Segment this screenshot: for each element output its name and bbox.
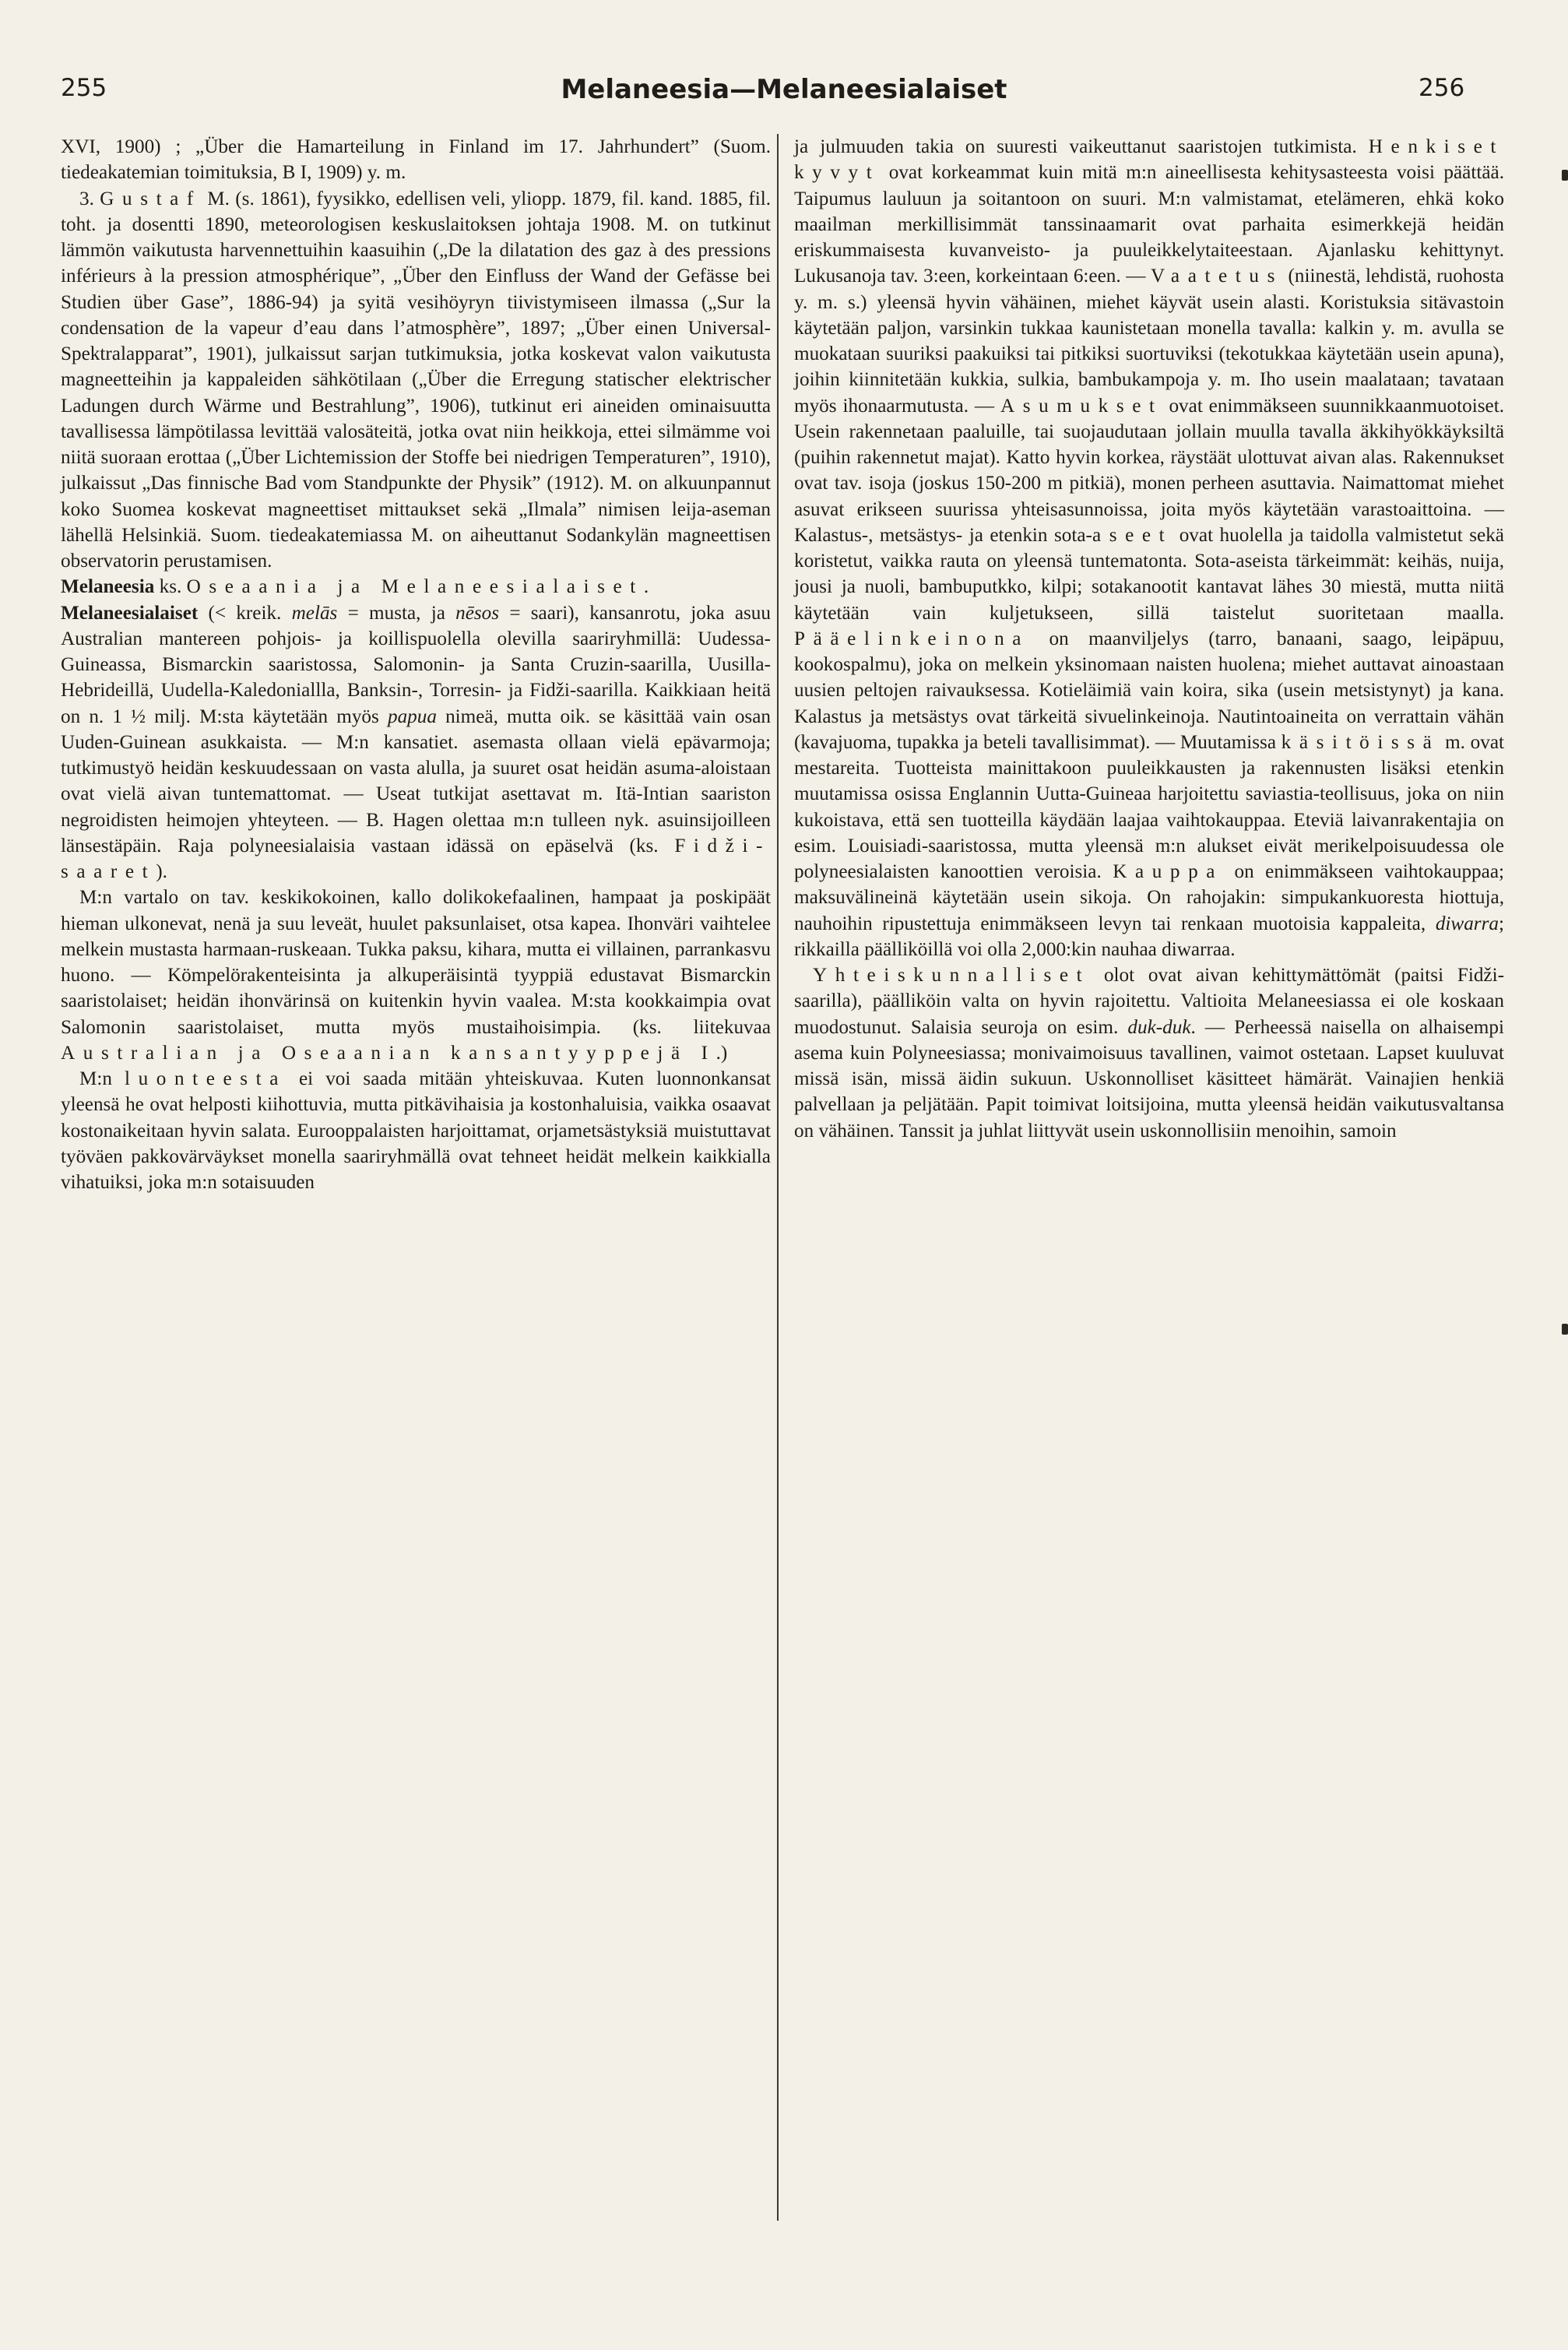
paragraph: Yhteiskunnalliset olot ovat aivan kehittymättömät (paitsi Fidži-saarilla), päälliköin valta on hyvin rajoitettu. Valtioita Melaneesiassa ei ole koskaan muodostunut. Salaisia seuroja on esim. duk-duk. — Perheessä naisella on alhaisempi asema kuin Polyneesiassa; monivaimoisuus tavallinen, vaimot ostetaan. Lapset kuuluvat missä isän, missä äidin sukuun. Uskonnolliset käsitteet hämärät. Vainajien henkiä palvellaan ja peljätään. Papit toimivat loitsijoina, mutta yleensä heidän vaikutusvaltansa on vähäinen. Tanssit ja juhlat liittyvät usein uskonnollisiin menoihin, samoin (794, 965, 1504, 1142)
paragraph: 3. Gustaf M. (s. 1861), fyysikko, edellisen veli, yliopp. 1879, fil. kand. 1885, fil. toht. ja dosentti 1890, meteorologisen keskuslaitoksen johtaja 1908. M. on tutkinut lämmön vaikutusta harvennettuihin kaasuihin („De la dilatation des gaz à des pressions inférieurs à la pression atmosphérique”, „Über den Einfluss der Wand der Gefässe bei Studien über Gase”, 1886-94) ja syitä vesihöyryn tiivistymiseen ilmassa („Sur la condensation de la vapeur d’eau dans l’atmosphère”, 1897; „Über einen Universal-Spektralapparat”, 1901), julkaissut sarjan tutkimuksia, jotka koskevat valon vaikutusta magneetteihin ja kappaleiden sähkötilaan („Über die Erregung statischer elektrischer Ladungen durch Wärme und Bestrahlung”, 1906), tutkinut eri aineiden ominaisuutta tavallisessa lämpötilassa levittää valosäteitä, jotka ovat niin heikkoja, ettei silmämme voi niitä suoraan erottaa („Über Lichtemission der Stoffe bei niedrigen Temperaturen”, 1910), julkaissut „Das finnische Bad vom Standpunkte der Physik” (1912). M. on alkuunpannut koko Suomea koskevat magneettiset mittaukset sekä „Ilmala” nimisen leija-aseman lähellä Helsinkiä. Suom. tiedeakatemiassa M. on aiheuttanut Sodankylän magneettisen observatorin perustamisen. (61, 188, 771, 572)
entry-headword: Melaneesia (61, 576, 155, 598)
column-divider (777, 134, 779, 2221)
cross-reference: Fidži-saaret (61, 835, 771, 882)
scan-artifact-mark (1562, 1324, 1568, 1335)
paragraph: XVI, 1900) ; „Über die Hamarteilung in Finland im 17. Jahrhundert” (Suom. tiedeakatemian toimituksia, B I, 1909) y. m. (61, 136, 771, 184)
scan-artifact-mark (1562, 170, 1568, 181)
entry-headword: Melaneesialaiset (61, 602, 199, 624)
person-name: Gustaf (100, 188, 202, 209)
entry-melaneesia: Melaneesia ks. Oseaania ja Melaneesialaiset. (61, 576, 649, 598)
cross-reference: Australian ja Oseaanian kansantyyppejä I (61, 1042, 716, 1064)
left-column (61, 134, 771, 1195)
page-header (0, 74, 1568, 128)
page-number-right: 256 (1419, 74, 1465, 102)
paragraph: M:n vartalo on tav. keskikokoinen, kallo dolikokefaalinen, hampaat ja poskipäät hieman ulkonevat, nenä ja suu leveät, huulet paksunlaiset, otsa kapea. Ihonväri vaihtelee melkein mustasta harmaan-ruskeaan. Tukka paksu, kihara, mutta ei villainen, parrankasvu huono. — Kömpelörakenteisinta ja alkuperäisintä tyyppiä edustavat Bismarckin saaristolaiset; heidän ihonvärinsä on kuitenkin hyvin vaalea. M:sta kookkaimpia ovat Salomonin saaristolaiset, mutta myös mustaihoisimpia. (ks. liitekuvaa Australian ja Oseaanian kansantyyppejä I.) (61, 887, 771, 1064)
paragraph: ja julmuuden takia on suuresti vaikeuttanut saaristojen tutkimista. Henkiset kyvyt ovat korkeammat kuin mitä m:n aineellisesta kehitysasteesta voisi päättää. Taipumus lauluun ja soitantoon on suuri. M:n valmistamat, etelämeren, ehkä koko maailman merkillisimmät tanssinaamarit ovat parhaita esimerkkejä heidän eriskummaisesta kuvanveisto- ja puuleikkelytaiteestaan. Ajanlasku kehittynyt. Lukusanoja tav. 3:een, korkeintaan 6:een. — Vaatetus (niinestä, lehdistä, ruohosta y. m. s.) yleensä hyvin vähäinen, miehet käyvät usein alasti. Koristuksia sitävastoin käytetään paljon, varsinkin tukkaa kaunistetaan monella tavalla: kalkin y. m. avulla se muokataan suuriksi paakuiksi tai pitkiksi suortuviksi (tekotukkaa käytetään usein apuna), joihin kiinnitetään kukkia, sulkia, bambukampoja y. m. Iho usein maalataan; tavataan myös ihonaarmutusta. — Asumukset ovat enimmäkseen suunnikkaanmuotoiset. Usein rakennetaan paaluille, tai suojaudutaan jollain muulla tavalla äkkihyökkäyksiltä (puihin rakennetut majat). Katto hyvin korkea, räystäät ulottuvat aivan alas. Rakennukset ovat tav. isoja (joskus 150-200 m pitkiä), monen perheen asuttavia. Naimattomat miehet asuvat erikseen suurissa yhteisasunnoissa, joita myös käytetään varastoaittoina. — Kalastus-, metsästys- ja etenkin sota-aseet ovat huolella ja taidolla valmistetut sekä koristetut, vaikka rauta on yleensä tuntematonta. Sota-aseista tärkeimmät: keihäs, nuija, jousi ja nuoli, bambuputkko, kilpi; sotakanootit kantavat lähes 30 miestä, mutta niitä käytetään vain kuljetukseen, sillä taistelut suoritetaan maalla. Pääelinkeinona on maanviljelys (tarro, banaani, saago, leipäpuu, kookospalmu), joka on melkein yksinomaan naisten huolena; miehet auttavat ainoastaan uusien peltojen raivauksessa. Kotieläimiä vain koira, sika (usein metsistynyt) ja kana. Kalastus ja metsästys ovat tärkeitä sivuelinkeinoja. Nautintoaineita on verrattain vähän (kavajuoma, tupakka ja beteli tavallisimmat). — Muutamissa käsitöissä m. ovat mestareita. Tuotteista mainittakoon puuleikkausten ja rakennusten lisäksi etenkin muutamissa osissa Englannin Uutta-Guineaa harjoitettu saviastia-teollisuus, joka on niin kukoistava, että sen tuotteilla käydään laajaa vaihtokauppaa. Eteviä laivanrakentajia on esim. Louisiadi-saaristossa, mutta yleensä m:n alukset eivät merikelpoisuudessa ole polyneesialaisten kanoottien veroisia. Kauppa on enimmäkseen vaihtokauppaa; maksuvälineinä käytetään usein sikoja. On rahojakin: simpukankuoresta hiottuja, nauhoihin ripustettuja enimmäkseen levyn tai renkaan muotoisia kappaleita, diwarra; rikkailla päälliköillä voi olla 2,000:kin nauhaa diwarraa. (794, 136, 1504, 960)
right-column (794, 134, 1504, 1144)
page-number-left: 255 (61, 74, 107, 102)
running-title: Melaneesia—Melaneesialaiset (561, 74, 1007, 105)
cross-reference: Oseaania ja Melaneesialaiset (186, 576, 644, 598)
paragraph: M:n luonteesta ei voi saada mitään yhteiskuvaa. Kuten luonnonkansat yleensä he ovat helposti kiihottuvia, mutta pitkävihaisia ja kostonhaluisia, vaikka osaavat kostonaikeitaan hyvin salata. Eurooppalaisten harjoittamat, orjametsästyksiä muistuttavat työväen pakkovärväykset monella saariryhmällä ovat tehneet heidät melkein kaikkialla vihatuiksi, joka m:n sotaisuuden (61, 1068, 771, 1193)
entry-melaneesialaiset: Melaneesialaiset (< kreik. melās = musta, ja nēsos = saari), kansanrotu, joka asuu Australian mantereen pohjois- ja koillispuolella olevilla saariryhmillä: Uudessa-Guineassa, Bismarckin saaristossa, Salomonin- ja Santa Cruzin-saarilla, Uusilla-Hebrideillä, Uudella-Kaledoniallla, Banksin-, Torresin- ja Fidži-saarilla. Kaikkiaan heitä on n. 1 ½ milj. M:sta käytetään myös papua nimeä, mutta oik. se käsittää vain osan Uuden-Guinean asukkaista. — M:n kansatiet. asemasta ollaan vielä epävarmoja; tutkimustyö heidän keskuudessaan on vasta alulla, ja suuret osat heidän asuma-aloistaan ovat vielä aivan tuntemattomat. — Useat tutkijat asettavat m. Itä-Intian saariston negroidisten heimojen yhteyteen. — B. Hagen olettaa m:n tulleen nyk. asuinsijoilleen länsestäpäin. Raja polyneesialaisia vastaan idässä on epäselvä (ks. Fidži-saaret). (61, 602, 771, 882)
